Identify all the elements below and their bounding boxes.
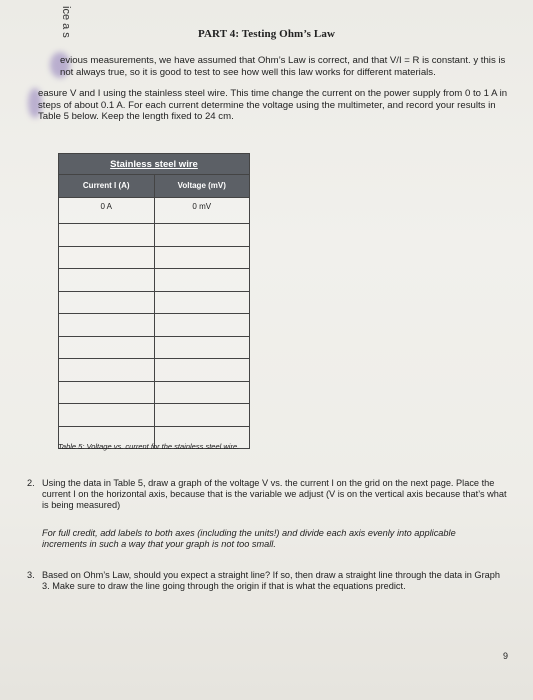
table-cell-empty[interactable] (59, 224, 155, 247)
table-cell-empty[interactable] (154, 404, 250, 427)
table-cell-empty[interactable] (59, 359, 155, 382)
table-cell-empty[interactable] (59, 404, 155, 427)
table-cell-empty[interactable] (154, 336, 250, 359)
table-cell-empty[interactable] (59, 381, 155, 404)
intro-paragraph: evious measurements, we have assumed that Ohm’s Law is correct, and that V/I = R is constant. y this is not always true, so it is good to test to see how well this law works for different materials. (60, 55, 506, 78)
page-number: 9 (503, 651, 509, 661)
table-cell-current[interactable]: 0 A (59, 197, 155, 224)
table-cell-empty[interactable] (59, 291, 155, 314)
table-cell-empty[interactable] (59, 269, 155, 292)
table-cell-empty[interactable] (154, 359, 250, 382)
credit-note: For full credit, add labels to both axes (including the units!) and divide each axis evenly into applicable increments in such a way that your graph is not too small. (42, 528, 456, 550)
table-cell-empty[interactable] (59, 246, 155, 269)
data-table (58, 153, 250, 449)
question-number: 3. (27, 570, 35, 580)
edge-text: ice a s (60, 6, 72, 38)
question-text: Based on Ohm’s Law, should you expect a straight line? If so, then draw a straight line through the data in Graph 3. Make sure to draw the line going through the origin if that is what the equations predict. (42, 570, 500, 592)
table-title: Stainless steel wire (59, 154, 250, 175)
section-title: PART 4: Testing Ohm’s Law (198, 28, 335, 40)
table-caption: Table 5: Voltage vs. current for the stainless steel wire. (58, 442, 240, 451)
col-header-voltage: Voltage (mV) (154, 175, 250, 198)
question-text: Using the data in Table 5, draw a graph of the voltage V vs. the current I on the grid on the next page. Place the current I on the horizontal axis, because that is the variable we adjust (V is on the vertical axis because that’s what is being measured) (42, 478, 507, 511)
data-table-container (58, 153, 250, 449)
question-3 (27, 570, 507, 592)
table-cell-empty[interactable] (154, 381, 250, 404)
table-cell-empty[interactable] (59, 336, 155, 359)
table-cell-empty[interactable] (154, 246, 250, 269)
table-cell-empty[interactable] (154, 291, 250, 314)
table-cell-voltage[interactable]: 0 mV (154, 197, 250, 224)
measure-paragraph: easure V and I using the stainless steel wire. This time change the current on the power supply from 0 to 1 A in steps of about 0.1 A. For each current determine the voltage using the multimeter, and record your results in Table 5 below. Keep the length fixed to 24 cm. (38, 88, 508, 122)
col-header-current: Current I (A) (59, 175, 155, 198)
question-2 (27, 478, 507, 512)
table-cell-empty[interactable] (154, 314, 250, 337)
table-cell-empty[interactable] (154, 224, 250, 247)
table-cell-empty[interactable] (59, 314, 155, 337)
question-number: 2. (27, 478, 35, 488)
table-cell-empty[interactable] (154, 269, 250, 292)
